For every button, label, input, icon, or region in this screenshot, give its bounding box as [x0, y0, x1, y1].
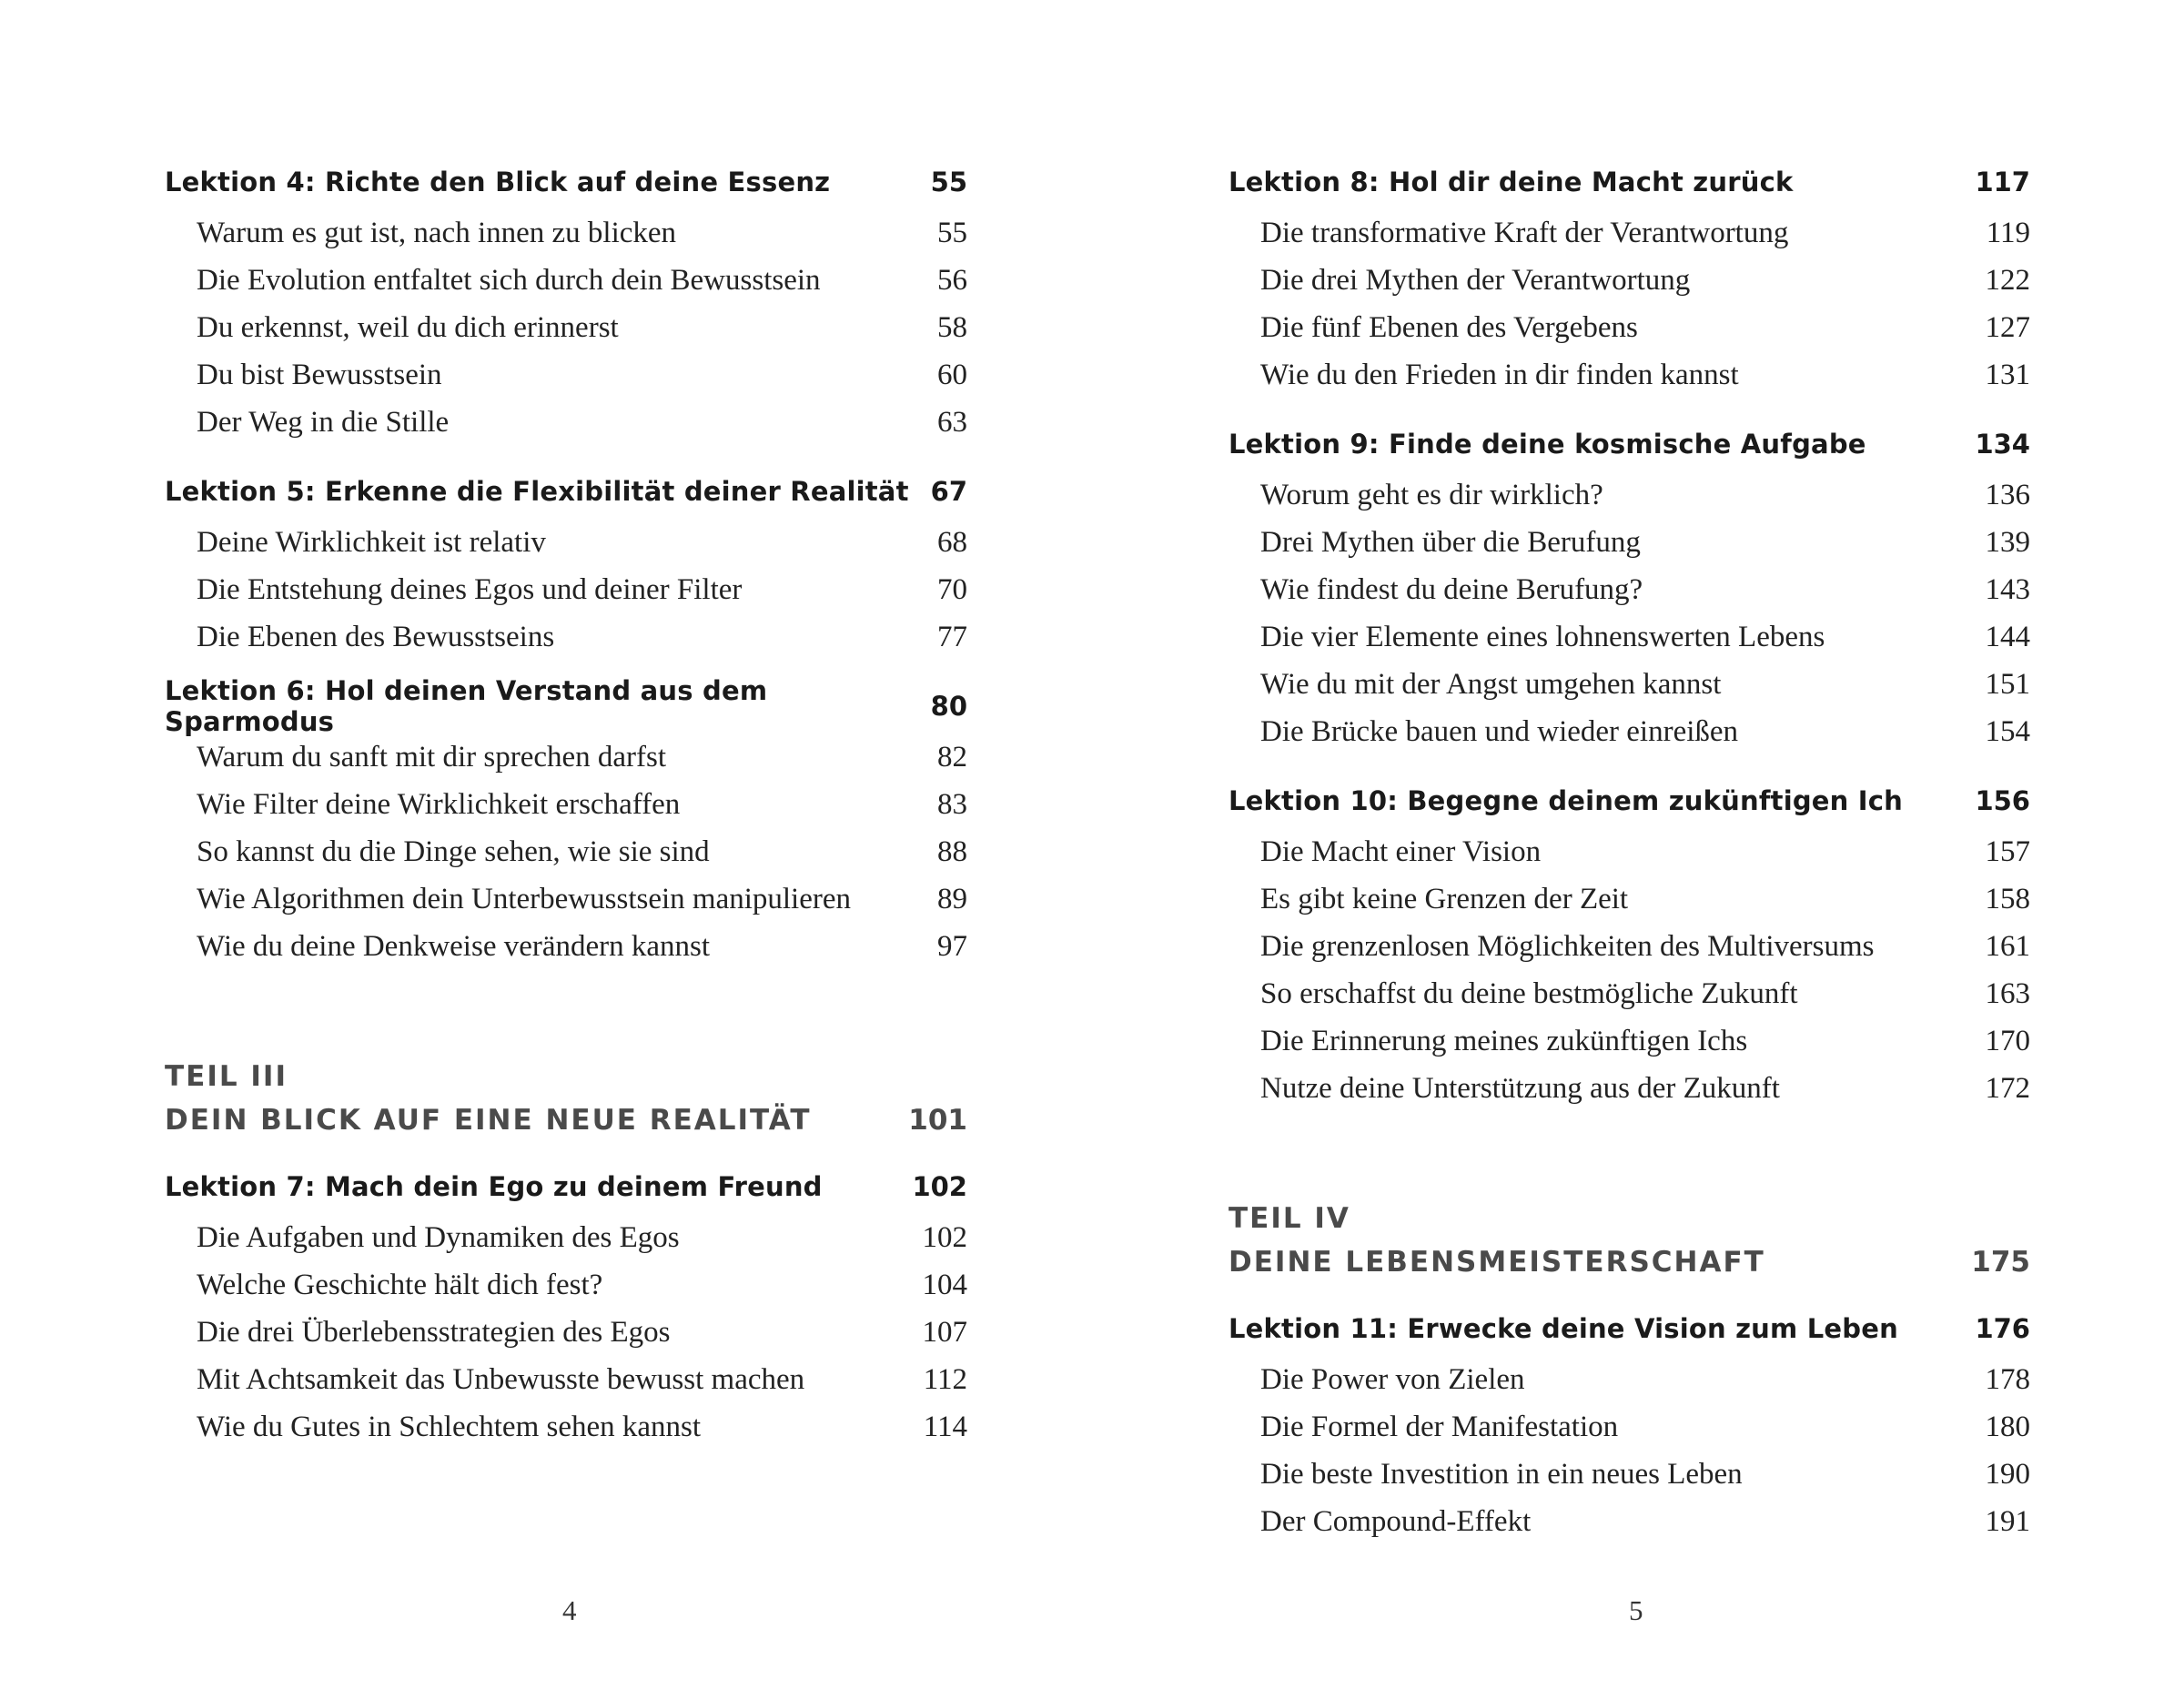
- entry-page: 170: [1985, 1024, 2030, 1057]
- entry-title: Du erkennst, weil du dich erinnerst: [197, 310, 619, 344]
- toc-entry[interactable]: [1228, 519, 2030, 566]
- entry-page: 143: [1985, 572, 2030, 606]
- entry-page: 163: [1985, 976, 2030, 1010]
- toc-entry[interactable]: [165, 1309, 967, 1356]
- toc-entry[interactable]: [165, 1356, 967, 1403]
- entry-page: 122: [1985, 263, 2030, 297]
- entry-title: Deine Wirklichkeit ist relativ: [197, 525, 546, 559]
- toc-entry[interactable]: [165, 304, 967, 351]
- entry-page: 119: [1986, 216, 2030, 249]
- toc-entry[interactable]: [165, 209, 967, 257]
- entry-title: So erschaffst du deine bestmögliche Zukunft: [1260, 976, 1798, 1010]
- entry-title: Wie du deine Denkweise verändern kannst: [197, 929, 711, 963]
- entry-title: Wie findest du deine Berufung?: [1260, 572, 1643, 606]
- entry-page: 172: [1985, 1071, 2030, 1105]
- entry-page: 158: [1985, 882, 2030, 915]
- entry-title: Du bist Bewusstsein: [197, 358, 442, 391]
- entry-page: 77: [937, 620, 967, 653]
- entry-title: Es gibt keine Grenzen der Zeit: [1260, 882, 1629, 915]
- part-page: 175: [1971, 1246, 2030, 1279]
- toc-left: [165, 158, 967, 1451]
- toc-entry[interactable]: [165, 1261, 967, 1309]
- entry-page: 68: [937, 525, 967, 559]
- entry-page: 107: [922, 1315, 967, 1349]
- entry-page: 131: [1985, 358, 2030, 391]
- entry-title: Die vier Elemente eines lohnenswerten Lebens: [1260, 620, 1825, 653]
- lesson-page: 134: [1975, 429, 2030, 460]
- entry-page: 157: [1985, 834, 2030, 868]
- toc-entry[interactable]: [165, 519, 967, 566]
- toc-entry[interactable]: [1228, 661, 2030, 708]
- lesson-title: Lektion 7: Mach dein Ego zu deinem Freund: [165, 1171, 823, 1202]
- entry-page: 88: [937, 834, 967, 868]
- toc-entry[interactable]: [1228, 1065, 2030, 1112]
- entry-page: 161: [1985, 929, 2030, 963]
- part-label: TEIL III: [165, 1060, 288, 1093]
- entry-page: 114: [923, 1410, 967, 1443]
- toc-entry[interactable]: [1228, 1017, 2030, 1065]
- entry-page: 154: [1985, 714, 2030, 748]
- part-title: DEINE LEBENSMEISTERSCHAFT: [1228, 1246, 1765, 1279]
- entry-page: 190: [1985, 1457, 2030, 1491]
- toc-entry[interactable]: [1228, 304, 2030, 351]
- toc-part-4[interactable]: [1228, 1239, 2030, 1285]
- lesson-page: 156: [1975, 785, 2030, 816]
- toc-entry[interactable]: [1228, 1403, 2030, 1451]
- right-page: [1228, 0, 2030, 1699]
- toc-entry[interactable]: [165, 613, 967, 661]
- entry-title: Die beste Investition in ein neues Leben: [1260, 1457, 1743, 1491]
- entry-page: 139: [1985, 525, 2030, 559]
- entry-page: 82: [937, 740, 967, 774]
- toc-lesson-5[interactable]: [165, 468, 967, 515]
- lesson-title: Lektion 6: Hol deinen Verstand aus dem Sparmodus: [165, 675, 768, 737]
- entry-page: 127: [1985, 310, 2030, 344]
- page-number-left: 4: [562, 1594, 577, 1626]
- entry-title: Der Weg in die Stille: [197, 405, 450, 439]
- toc-entry[interactable]: [1228, 613, 2030, 661]
- toc-entry[interactable]: [165, 733, 967, 781]
- toc-entry[interactable]: [1228, 1356, 2030, 1403]
- lesson-page: 117: [1975, 167, 2030, 197]
- toc-entry[interactable]: [165, 566, 967, 613]
- entry-title: Die Brücke bauen und wieder einreißen: [1260, 714, 1739, 748]
- entry-page: 70: [937, 572, 967, 606]
- entry-title: Die Entstehung deines Egos und deiner Filter: [197, 572, 743, 606]
- toc-lesson-9[interactable]: [1228, 420, 2030, 468]
- entry-page: 178: [1985, 1362, 2030, 1396]
- lesson-page: 176: [1975, 1313, 2030, 1344]
- toc-lesson-6[interactable]: [165, 675, 967, 737]
- entry-title: Die Power von Zielen: [1260, 1362, 1525, 1396]
- toc-entry[interactable]: [1228, 257, 2030, 304]
- toc-entry[interactable]: [165, 351, 967, 399]
- entry-title: Worum geht es dir wirklich?: [1260, 478, 1603, 511]
- lesson-title: Lektion 8: Hol dir deine Macht zurück: [1228, 167, 1794, 197]
- entry-title: Wie Filter deine Wirklichkeit erschaffen: [197, 787, 681, 821]
- entry-title: So kannst du die Dinge sehen, wie sie sind: [197, 834, 710, 868]
- entry-title: Warum du sanft mit dir sprechen darfst: [197, 740, 667, 774]
- entry-page: 97: [937, 929, 967, 963]
- entry-title: Die fünf Ebenen des Vergebens: [1260, 310, 1638, 344]
- lesson-title: Lektion 11: Erwecke deine Vision zum Leben: [1228, 1313, 1898, 1344]
- entry-title: Warum es gut ist, nach innen zu blicken: [197, 216, 677, 249]
- left-page: [165, 0, 967, 1699]
- lesson-title: Lektion 4: Richte den Blick auf deine Essenz: [165, 167, 831, 197]
- part-label: TEIL IV: [1228, 1202, 1350, 1235]
- toc-entry[interactable]: [1228, 828, 2030, 875]
- entry-title: Wie du mit der Angst umgehen kannst: [1260, 667, 1722, 701]
- entry-title: Die Macht einer Vision: [1260, 834, 1542, 868]
- toc-lesson-10[interactable]: [1228, 777, 2030, 824]
- entry-title: Die drei Mythen der Verantwortung: [1260, 263, 1691, 297]
- lesson-page: 55: [930, 167, 967, 197]
- toc-part-3[interactable]: [165, 1097, 967, 1143]
- toc-entry[interactable]: [1228, 1498, 2030, 1545]
- toc-entry[interactable]: [1228, 1451, 2030, 1498]
- entry-title: Die Erinnerung meines zukünftigen Ichs: [1260, 1024, 1748, 1057]
- entry-page: 63: [937, 405, 967, 439]
- entry-page: 112: [923, 1362, 967, 1396]
- toc-entry[interactable]: [1228, 351, 2030, 399]
- toc-entry[interactable]: [165, 1214, 967, 1261]
- toc-entry[interactable]: [165, 1403, 967, 1451]
- toc-entry[interactable]: [165, 923, 967, 970]
- toc-lesson-8[interactable]: [1228, 158, 2030, 206]
- entry-page: 83: [937, 787, 967, 821]
- entry-title: Die grenzenlosen Möglichkeiten des Multiversums: [1260, 929, 1875, 963]
- toc-entry[interactable]: [1228, 471, 2030, 519]
- toc-entry[interactable]: [1228, 970, 2030, 1017]
- lesson-page: 102: [912, 1171, 967, 1202]
- entry-page: 180: [1985, 1410, 2030, 1443]
- toc-lesson-7[interactable]: [165, 1163, 967, 1210]
- lesson-page: 67: [930, 476, 967, 507]
- entry-title: Die Formel der Manifestation: [1260, 1410, 1619, 1443]
- entry-page: 151: [1985, 667, 2030, 701]
- toc-entry[interactable]: [165, 781, 967, 828]
- entry-page: 89: [937, 882, 967, 915]
- lesson-page: 80: [930, 691, 967, 722]
- toc-entry[interactable]: [1228, 923, 2030, 970]
- entry-page: 58: [937, 310, 967, 344]
- toc-entry[interactable]: [165, 828, 967, 875]
- entry-title: Wie du Gutes in Schlechtem sehen kannst: [197, 1410, 702, 1443]
- lesson-title: Lektion 9: Finde deine kosmische Aufgabe: [1228, 429, 1866, 460]
- toc-entry[interactable]: [1228, 875, 2030, 923]
- entry-title: Wie Algorithmen dein Unterbewusstsein manipulieren: [197, 882, 852, 915]
- entry-title: Der Compound-Effekt: [1260, 1504, 1532, 1538]
- entry-title: Drei Mythen über die Berufung: [1260, 525, 1641, 559]
- entry-title: Die Evolution entfaltet sich durch dein Bewusstsein: [197, 263, 821, 297]
- part-title: DEIN BLICK AUF EINE NEUE REALITÄT: [165, 1104, 812, 1137]
- lesson-title: Lektion 10: Begegne deinem zukünftigen Ich: [1228, 785, 1904, 816]
- entry-page: 55: [937, 216, 967, 249]
- entry-title: Die transformative Kraft der Verantwortung: [1260, 216, 1789, 249]
- entry-title: Welche Geschichte hält dich fest?: [197, 1268, 603, 1301]
- entry-page: 136: [1985, 478, 2030, 511]
- entry-title: Die Aufgaben und Dynamiken des Egos: [197, 1220, 680, 1254]
- toc-right: [1228, 158, 2030, 1545]
- entry-page: 102: [922, 1220, 967, 1254]
- entry-title: Mit Achtsamkeit das Unbewusste bewusst machen: [197, 1362, 805, 1396]
- entry-page: 104: [922, 1268, 967, 1301]
- toc-entry[interactable]: [165, 257, 967, 304]
- toc-entry[interactable]: [1228, 708, 2030, 755]
- toc-entry[interactable]: [1228, 209, 2030, 257]
- entry-title: Die Ebenen des Bewusstseins: [197, 620, 555, 653]
- toc-entry[interactable]: [1228, 566, 2030, 613]
- entry-title: Die drei Überlebensstrategien des Egos: [197, 1315, 671, 1349]
- toc-lesson-4[interactable]: [165, 158, 967, 206]
- entry-page: 56: [937, 263, 967, 297]
- toc-entry[interactable]: [165, 875, 967, 923]
- entry-title: Nutze deine Unterstützung aus der Zukunft: [1260, 1071, 1780, 1105]
- toc-lesson-11[interactable]: [1228, 1305, 2030, 1352]
- entry-title: Wie du den Frieden in dir finden kannst: [1260, 358, 1739, 391]
- entry-page: 144: [1985, 620, 2030, 653]
- lesson-title: Lektion 5: Erkenne die Flexibilität deiner Realität: [165, 476, 909, 507]
- toc-entry[interactable]: [165, 399, 967, 446]
- page-number-right: 5: [1629, 1594, 1643, 1626]
- entry-page: 191: [1985, 1504, 2030, 1538]
- part-page: 101: [908, 1104, 967, 1137]
- entry-page: 60: [937, 358, 967, 391]
